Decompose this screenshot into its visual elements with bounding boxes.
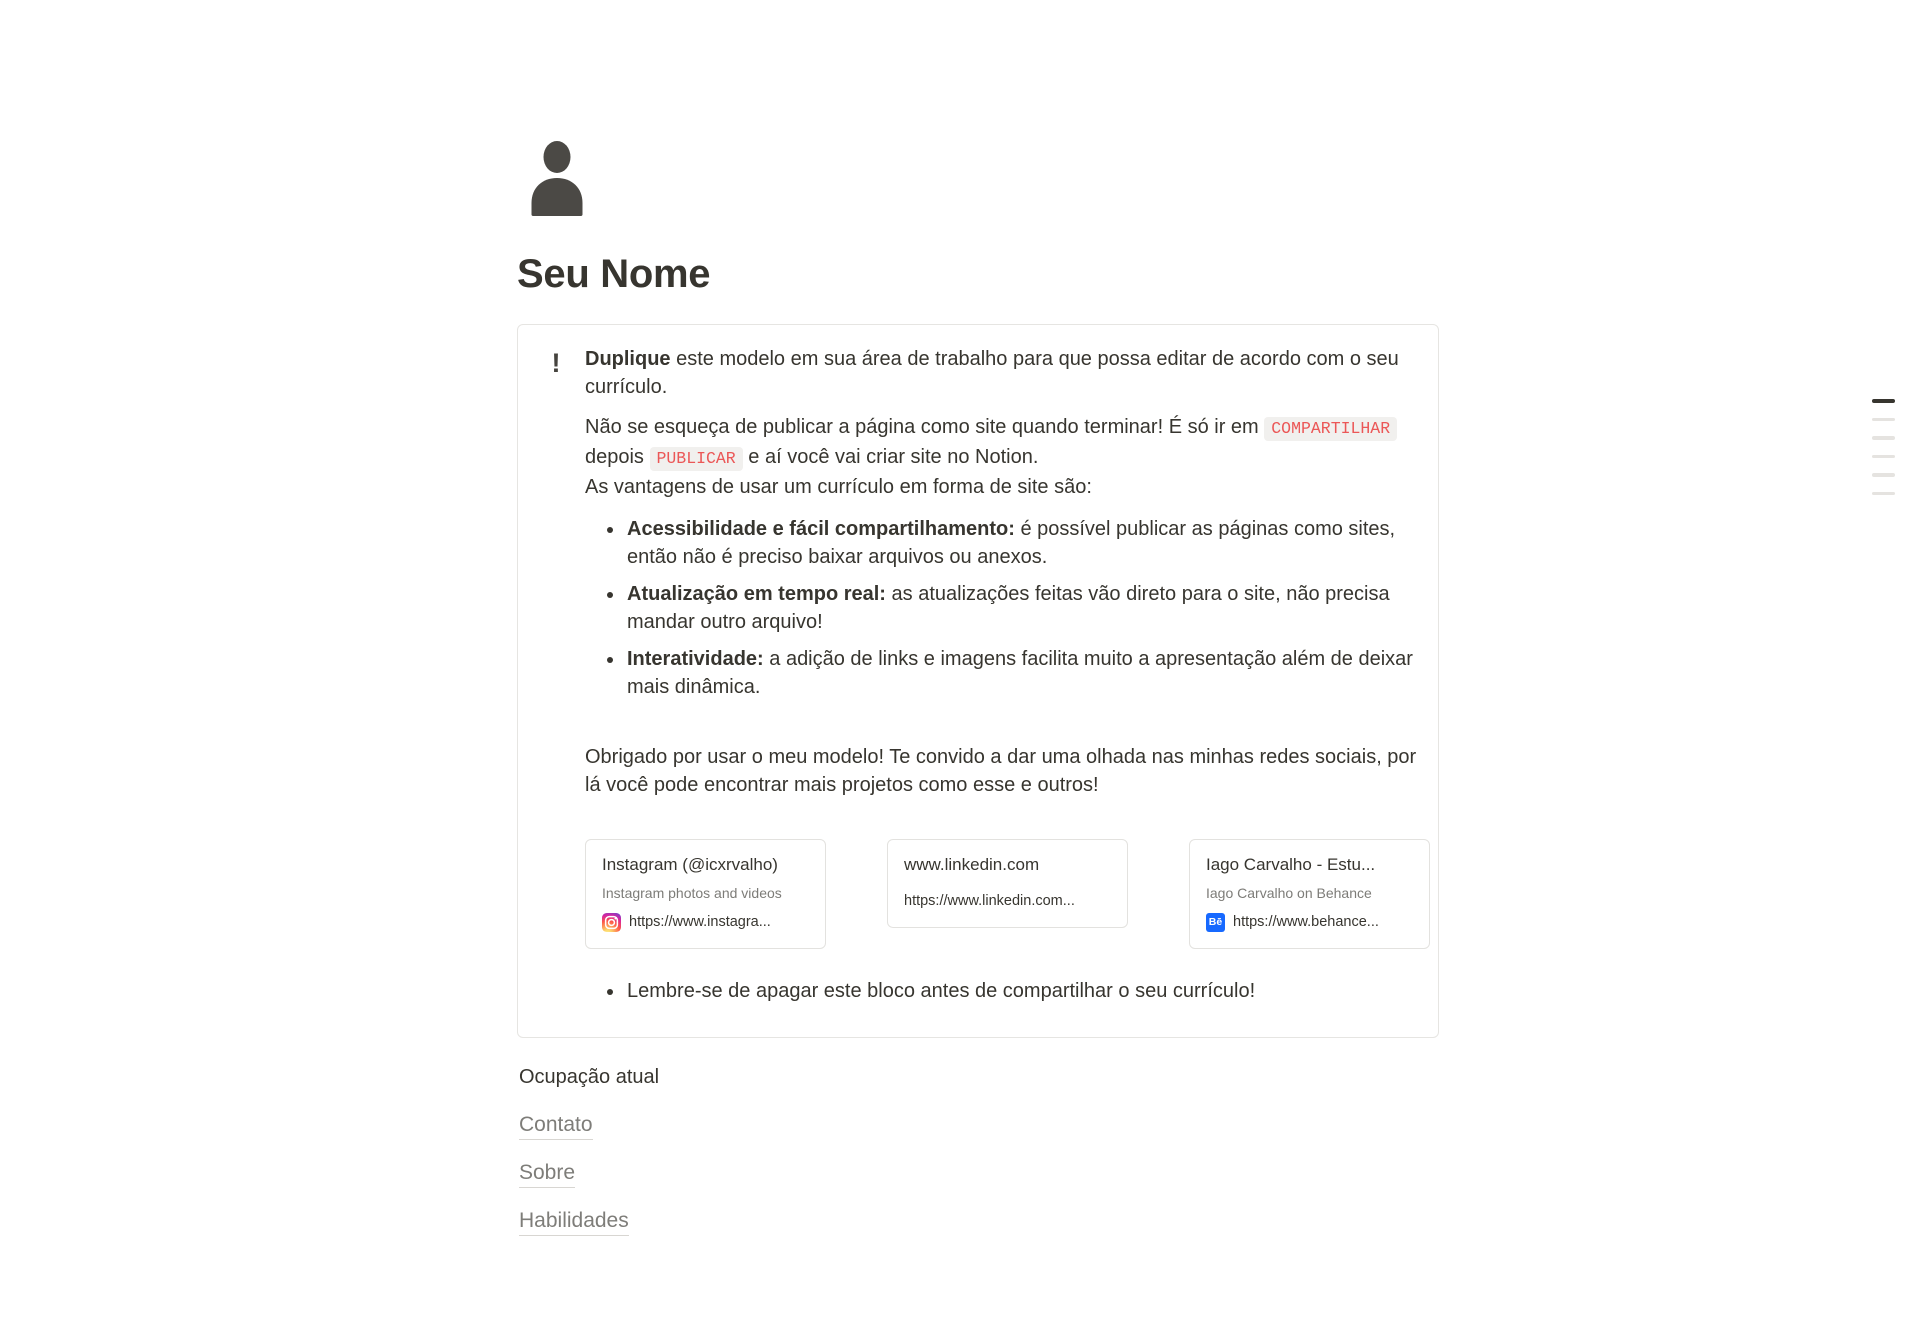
card-description: Instagram photos and videos (602, 885, 782, 901)
bullet-bold: Interatividade: (627, 648, 764, 670)
bullet-text: as atualizações feitas vão direto para o site, não precisa mandar outro arquivo! (627, 583, 1390, 633)
page-icon person-icon[interactable] (525, 140, 589, 216)
list-item (625, 515, 1430, 571)
exclamation-icon[interactable]: ! (551, 348, 561, 378)
card-url: https://www.instagra... (629, 914, 771, 930)
advantages-line: As vantagens de usar um currículo em forma de site são: (585, 476, 1092, 498)
card-url-row (1206, 913, 1413, 932)
toc-dash[interactable] (1872, 473, 1895, 477)
toc-dash[interactable] (1872, 399, 1895, 403)
thanks-paragraph: Obrigado por usar o meu modelo! Te convido a dar uma olhada nas minhas redes sociais, por lá você pode encontrar mais projetos como esse e outros! (585, 746, 1417, 796)
publish-line1: Não se esqueça de publicar a página como site quando terminar! É só ir em (585, 416, 1265, 438)
toc-dash[interactable] (1872, 436, 1895, 440)
reminder-list (585, 977, 1430, 1005)
section-links (519, 1112, 1441, 1236)
section-link-contato[interactable]: Contato (519, 1112, 593, 1140)
card-url-row (904, 892, 1111, 911)
link-card-linkedin[interactable] (887, 839, 1128, 928)
bullet-text: a adição de links e imagens facilita muito a apresentação além de deixar mais dinâmica. (627, 648, 1413, 698)
link-card-instagram[interactable] (585, 839, 826, 949)
publish-code-badge: PUBLICAR (650, 447, 743, 471)
page-content (517, 140, 1441, 1236)
link-cards-row (585, 839, 1430, 949)
card-url-row (602, 913, 809, 932)
toc-dash[interactable] (1872, 455, 1895, 459)
callout-body (585, 345, 1430, 1019)
card-title: Iago Carvalho - Estu... (1206, 855, 1376, 874)
bullet-text: é possível publicar as páginas como sites, então não é preciso baixar arquivos ou anexos. (627, 518, 1396, 568)
instagram-icon (602, 913, 621, 932)
card-title: www.linkedin.com (904, 855, 1040, 874)
card-description: Iago Carvalho on Behance (1206, 885, 1372, 901)
card-url: https://www.behance... (1233, 914, 1379, 930)
callout-block (517, 324, 1439, 1038)
publish-line2-after: e aí você vai criar site no Notion. (742, 446, 1039, 468)
occupation-label[interactable]: Ocupação atual (519, 1066, 660, 1088)
bullet-bold: Acessibilidade e fácil compartilhamento: (627, 518, 1015, 540)
intro-paragraph (585, 345, 1430, 401)
card-title: Instagram (@icxrvalho) (602, 855, 778, 874)
empty-line (585, 715, 1430, 743)
share-code-badge: COMPARTILHAR (1264, 417, 1397, 441)
list-item (625, 645, 1430, 701)
card-url: https://www.linkedin.com... (904, 893, 1075, 909)
intro-bold: Duplique (585, 348, 671, 370)
toc-dash[interactable] (1872, 418, 1895, 422)
publish-paragraph (585, 413, 1430, 501)
list-item: • Lembre-se de apagar este bloco antes de compartilhar o seu currículo! (625, 977, 1430, 1005)
toc-dash[interactable] (1872, 492, 1895, 496)
publish-line2-before: depois (585, 446, 650, 468)
page-title[interactable]: Seu Nome (517, 252, 711, 296)
link-card-behance[interactable] (1189, 839, 1430, 949)
advantages-list (585, 515, 1430, 701)
section-link-sobre[interactable]: Sobre (519, 1160, 575, 1188)
list-item (625, 580, 1430, 636)
section-link-habilidades[interactable]: Habilidades (519, 1208, 629, 1236)
intro-text: este modelo em sua área de trabalho para que possa editar de acordo com o seu currículo. (585, 348, 1399, 398)
table-of-contents-indicator (1872, 399, 1895, 495)
behance-icon: Bē (1206, 913, 1225, 932)
bullet-bold: Atualização em tempo real: (627, 583, 886, 605)
